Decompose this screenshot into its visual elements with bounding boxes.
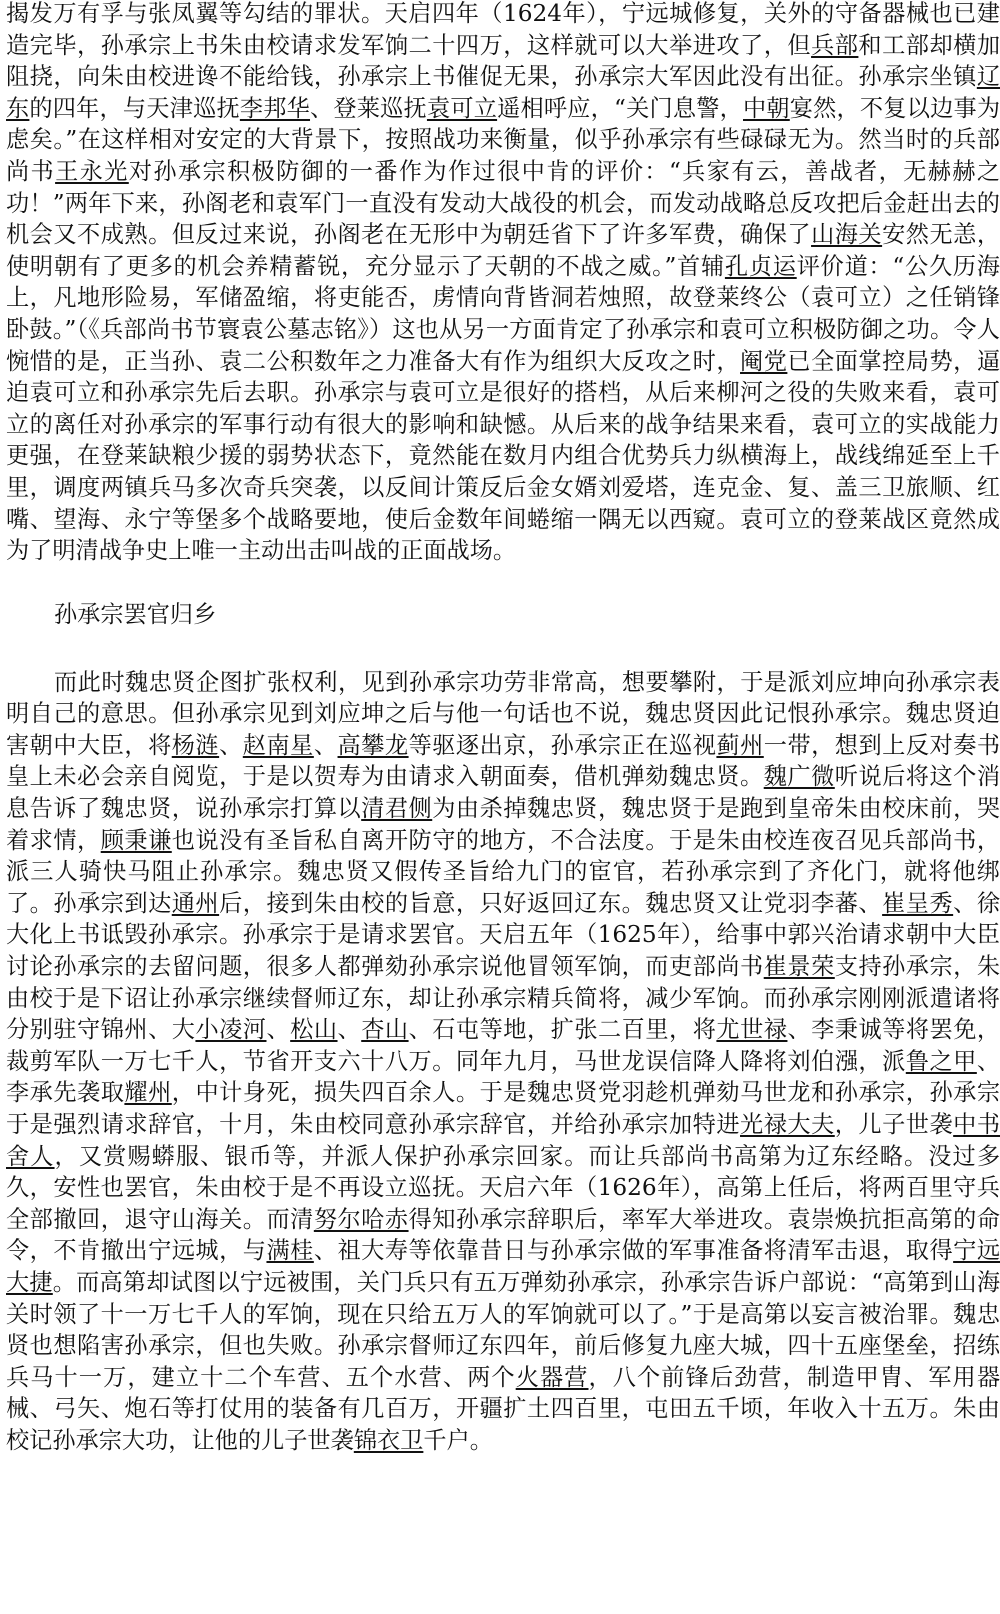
- linked-term[interactable]: 杏山: [361, 1016, 409, 1044]
- linked-term[interactable]: 高攀龙: [337, 731, 409, 759]
- linked-term[interactable]: 鲁之甲: [905, 1047, 977, 1075]
- text-run: ，儿子世袭: [834, 1111, 954, 1138]
- text-run: 、李承先袭取: [6, 1047, 1000, 1107]
- text-run: 得知孙承宗辞职后，率军大举进攻。袁崇焕抗拒高第的命令，不肯撤出宁远城，与: [6, 1205, 1000, 1265]
- text-run: 已全面掌控局势，逼迫袁可立和孙承宗先后去职。孙承宗与袁可立是很好的搭档，从后来柳河之役的失败来看，袁可立的离任对孙承宗的军事行动有很大的影响和缺憾。从后来的战争结果来看，袁可立的实战能力更强，在登莱缺粮少援的弱势状态下，竟然能在数月内组合优势兵力纵横海上，战线绵延至上千里，调度两镇兵马多次奇兵突袭，以反间计策反后金女婿刘爱塔，连克金、复、盖三卫旅顺、红嘴、望海、永宁等堡多个战略要地，使后金数年间蜷缩一隅无以西窥。袁可立的登莱战区竟然成为了明清战争史上唯一主动出击叫战的正面战场。: [6, 347, 1000, 565]
- linked-term[interactable]: 李邦华: [239, 94, 311, 122]
- linked-term[interactable]: 尤世禄: [716, 1016, 788, 1044]
- linked-term[interactable]: 王永光: [55, 157, 129, 185]
- linked-term[interactable]: 松山: [290, 1016, 338, 1044]
- linked-term[interactable]: 中书舍人: [6, 1111, 1000, 1170]
- text-run: 、: [313, 731, 338, 759]
- section-heading: 孙承宗罢官归乡: [54, 600, 217, 628]
- linked-term[interactable]: 清君侧: [361, 795, 433, 823]
- linked-term[interactable]: 通州: [171, 889, 220, 917]
- linked-term[interactable]: 满桂: [266, 1237, 314, 1265]
- text-run: ，八个前锋后劲营，制造甲胄、军用器械、弓矢、炮石等打仗用的装备有几百万，开疆扩土四百里，屯田五千顷，年收入十五万。朱由校记孙承宗大功，让他的儿子世袭: [6, 1363, 1000, 1454]
- text-run: 、徐大化上书诋毁孙承宗。孙承宗于是请求罢官。天启五年（1625年），给事中郭兴治请求朝中大臣讨论孙承宗的去留问题，很多人都弹劾孙承宗说他冒领军饷，而吏部尚书: [6, 889, 1000, 981]
- linked-term[interactable]: 宁远大捷: [6, 1237, 1000, 1296]
- text-run: 、: [219, 731, 243, 759]
- text-run: 宴然，不复以边事为虑矣。”在这样相对安定的大背景下，按照战功来衡量，似乎孙承宗有些碌碌无为。然当时的兵部尚书: [6, 94, 1000, 185]
- linked-term[interactable]: 耀州: [124, 1079, 172, 1107]
- linked-term[interactable]: 小凌河: [195, 1016, 267, 1044]
- text-run: 对孙承宗积极防御的一番作为作过很中肯的评价：“兵家有云，善战者，无赫赫之功！”两年下来，孙阁老和袁军门一直没有发动大战役的机会，而发动战略总反攻把后金赶出去的机会又不成熟。但反过来说，孙阁老在无形中为朝廷省下了许多军费，确保了: [6, 157, 1000, 249]
- linked-term[interactable]: 顾秉谦: [100, 826, 172, 854]
- text-run: 、: [266, 1016, 291, 1044]
- text-run: 、祖大寿等依靠昔日与孙承宗做的军事准备将清军击退，取得: [313, 1237, 954, 1265]
- linked-term[interactable]: 崔呈秀: [882, 889, 954, 917]
- text-run: 为由杀掉魏忠贤，魏忠贤于是跑到皇帝朱由校床前，哭着求情，: [6, 795, 1000, 854]
- linked-term[interactable]: 锦衣卫: [353, 1426, 424, 1454]
- linked-term[interactable]: 袁可立: [426, 94, 498, 122]
- text-run: 等驱逐出京，孙承宗正在巡视: [408, 731, 717, 759]
- text-run: 、石屯等地，扩张二百里，将: [408, 1016, 717, 1044]
- linked-term[interactable]: 兵部: [811, 31, 859, 59]
- linked-term[interactable]: 光禄大夫: [740, 1111, 835, 1138]
- paragraph-sun-chengzong-dismissal: [6, 667, 1000, 1457]
- text-run: 遥相呼应，“关门息警，: [497, 94, 743, 122]
- text-run: 千户。: [423, 1426, 493, 1454]
- linked-term[interactable]: 杨涟: [171, 731, 220, 759]
- text-run: 而此时魏忠贤企图扩张权利，见到孙承宗功劳非常高，想要攀附，于是派刘应坤向孙承宗表明自己的意思。但孙承宗见到刘应坤之后与他一句话也不说，魏忠贤因此记恨孙承宗。魏忠贤迫害朝中大臣，将: [6, 668, 1000, 759]
- linked-term[interactable]: 火器营: [515, 1363, 589, 1391]
- text-run: 的四年，与天津巡抚: [29, 94, 240, 122]
- linked-term[interactable]: 赵南星: [242, 731, 314, 759]
- linked-term[interactable]: 阉党: [740, 347, 788, 375]
- linked-term[interactable]: 努尔哈赤: [313, 1205, 409, 1233]
- text-run: 、李秉诚等将罢免，裁剪军队一万七千人，节省开支六十八万。同年九月，马世龙误信降人降将刘伯漒，派: [6, 1016, 1000, 1075]
- text-run: ，中计身死，损失四百余人。于是魏忠贤党羽趁机弹劾马世龙和孙承宗，孙承宗于是强烈请求辞官，十月，朱由校同意孙承宗辞官，并给孙承宗加特进: [6, 1079, 1000, 1138]
- text-run: 安然无恙，使明朝有了更多的机会养精蓄锐，充分显示了天朝的不战之威。”首辅: [6, 221, 1000, 280]
- text-run: 揭发万有孚与张凤翼等勾结的罪状。天启四年（1624年），宁远城修复，关外的守备器械也已建造完毕，孙承宗上书朱由校请求发军饷二十四万，这样就可以大举进攻了，但: [6, 0, 1000, 59]
- text-run: 后，接到朱由校的旨意，只好返回辽东。魏忠贤又让党羽李蕃、: [219, 889, 883, 917]
- linked-term[interactable]: 辽东: [6, 63, 1000, 122]
- linked-term[interactable]: 崔景荣: [763, 953, 835, 981]
- text-run: 、: [337, 1016, 362, 1044]
- text-run: 支持孙承宗，朱由校于是下诏让孙承宗继续督师辽东，却让孙承宗精兵简将，减少军饷。而孙承宗刚刚派遣诸将分别驻守锦州、大: [6, 953, 1000, 1044]
- text-run: 也说没有圣旨私自离开防守的地方，不合法度。于是朱由校连夜召见兵部尚书，派三人骑快马阻止孙承宗。魏忠贤又假传圣旨给九门的宦官，若孙承宗到了齐化门，就将他绑了。孙承宗到达: [6, 826, 1000, 917]
- text-run: 。而高第却试图以宁远被围，关门兵只有五万弹劾孙承宗，孙承宗告诉户部说：“高第到山海关时领了十一万七千人的军饷，现在只给五万人的军饷就可以了。”于是高第以妄言被治罪。魏忠贤也想陷害孙承宗，但也失败。孙承宗督师辽东四年，前后修复九座大城，四十五座堡垒，招练兵马十一万，建立十二个车营、五个水营、两个: [6, 1268, 1000, 1391]
- paragraph-wei-zhongxian-intro: [6, 0, 1000, 567]
- linked-term[interactable]: 中朝: [743, 94, 790, 122]
- text-run: 评价道：“公久历海上，凡地形险易，军储盈缩，将吏能否，虏情向背皆洞若烛照，故登莱终公（袁可立）之任销锋卧鼓。”（《兵部尚书节寰袁公墓志铭》）这也从另一方面肯定了孙承宗和袁可立积极防御之功。令人惋惜的是，正当孙、袁二公积数年之力准备大有作为组织大反攻之时，: [6, 252, 1000, 375]
- text-run: 和工部却横加阻挠，向朱由校进谗不能给钱，孙承宗上书催促无果，孙承宗大军因此没有出征。孙承宗坐镇: [6, 31, 1000, 91]
- text-run: 听说后将这个消息告诉了魏忠贤，说孙承宗打算以: [6, 763, 1000, 823]
- linked-term[interactable]: 蓟州: [716, 731, 764, 759]
- linked-term[interactable]: 孔贞运: [724, 252, 797, 280]
- text-run: 一带，想到上反对奏书皇上未必会亲自阅览，于是以贺寿为由请求入朝面奏，借机弹劾魏忠贤。: [6, 731, 1000, 791]
- text-run: ，又赏赐蟒服、银币等，并派人保护孙承宗回家。而让兵部尚书高第为辽东经略。没过多久，安性也罢官，朱由校于是不再设立巡抚。天启六年（1626年），高第上任后，将两百里守兵全部撤回，退守山海关。而清: [6, 1142, 1000, 1233]
- linked-term[interactable]: 魏广微: [763, 763, 835, 791]
- linked-term[interactable]: 山海关: [811, 221, 883, 249]
- text-run: 、登莱巡抚: [310, 94, 427, 122]
